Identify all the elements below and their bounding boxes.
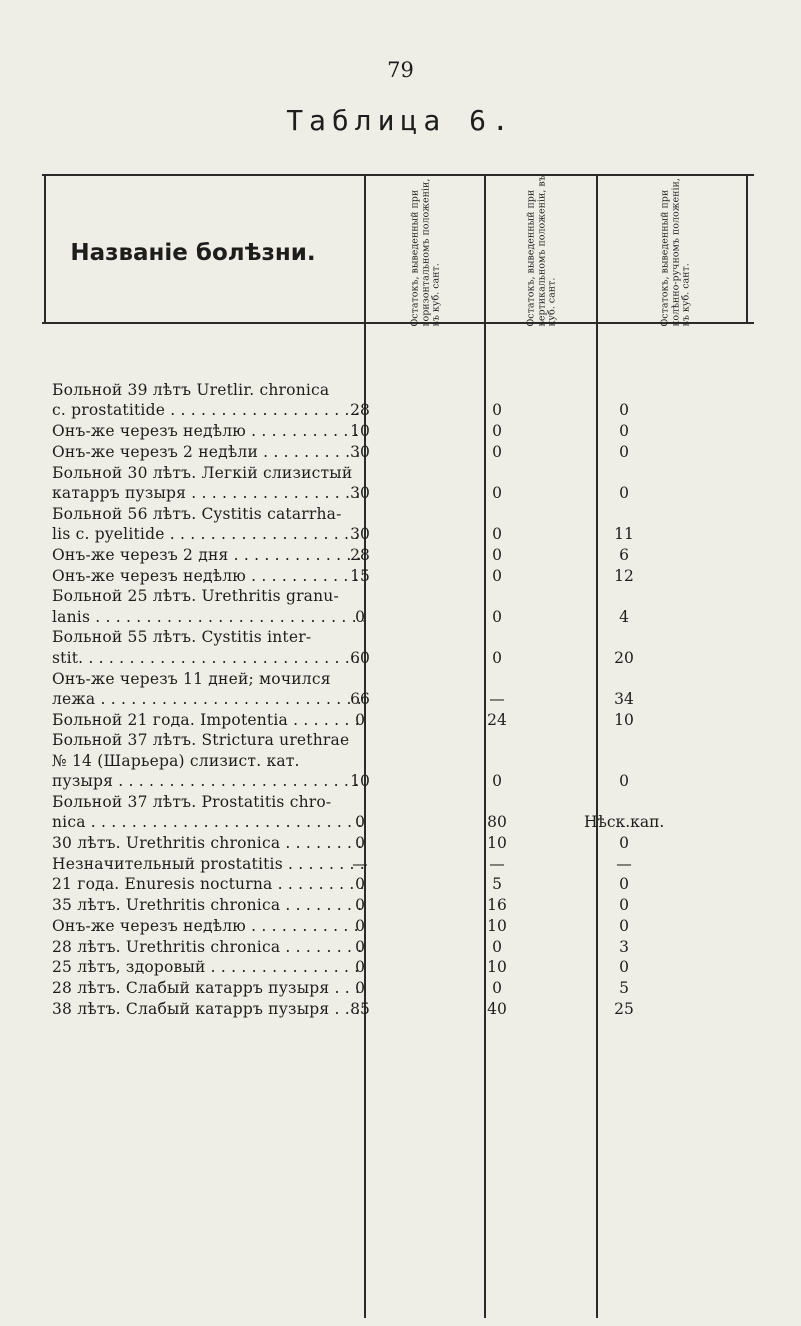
disease-label: 28 лѣтъ. Слабый катарръ пузыря . . . xyxy=(52,979,364,997)
table-header-border xyxy=(42,322,754,324)
column-divider-3 xyxy=(596,174,598,1318)
column-divider-1 xyxy=(364,174,366,1318)
vertical-value: 0 xyxy=(492,979,502,998)
vertical-value: — xyxy=(489,854,505,873)
knee-hand-value: 3 xyxy=(619,937,629,956)
disease-label: Больной 30 лѣтъ. Легкій слизистый xyxy=(52,463,353,482)
vertical-value: 0 xyxy=(492,401,502,420)
disease-label: Больной 55 лѣтъ. Cystitis inter- xyxy=(52,628,312,647)
disease-label: 38 лѣтъ. Слабый катарръ пузыря . . . xyxy=(52,1000,364,1018)
table-title: Таблица 6. xyxy=(286,104,515,137)
knee-hand-value: 0 xyxy=(619,958,629,977)
horizontal-value: 15 xyxy=(350,566,370,585)
knee-hand-value: 11 xyxy=(614,525,634,544)
disease-label: 28 лѣтъ. Urethritis chronica . . . xyxy=(52,938,364,956)
horizontal-value: 0 xyxy=(355,896,365,915)
horizontal-value: 0 xyxy=(355,916,365,935)
horizontal-value: 28 xyxy=(350,401,370,420)
knee-hand-value: 0 xyxy=(619,875,629,894)
horizontal-value: 0 xyxy=(355,710,365,729)
vertical-value: 0 xyxy=(492,545,502,564)
header-knee-hand-residue: Остатокъ, выведенный при колѣнно-ручномъ положеніи, въ куб. сант. xyxy=(659,178,692,327)
column-divider-2 xyxy=(484,174,486,1318)
header-disease-name: Названіе болѣзни. xyxy=(70,240,316,266)
horizontal-value: 0 xyxy=(355,979,365,998)
disease-label: Больной 37 лѣтъ. Strictura urethrae xyxy=(52,731,350,750)
vertical-value: 0 xyxy=(492,648,502,667)
disease-label: Онъ-же черезъ 2 дня . . . xyxy=(52,546,364,564)
knee-hand-value: 12 xyxy=(614,566,634,585)
disease-label: 21 года. Enuresis nocturna . . . xyxy=(52,875,364,893)
vertical-value: 10 xyxy=(487,833,507,852)
knee-hand-value: 0 xyxy=(619,833,629,852)
horizontal-value: 66 xyxy=(350,689,370,708)
horizontal-value: 0 xyxy=(355,937,365,956)
disease-label: Незначительный prostatitis . . . xyxy=(52,855,364,873)
horizontal-value: 30 xyxy=(350,525,370,544)
vertical-value: 0 xyxy=(492,525,502,544)
table-left-border xyxy=(44,174,46,324)
disease-label: nica . . . xyxy=(52,813,364,831)
horizontal-value: 0 xyxy=(355,607,365,626)
vertical-value: 40 xyxy=(487,999,507,1018)
knee-hand-value: 0 xyxy=(619,896,629,915)
horizontal-value: 0 xyxy=(355,833,365,852)
disease-label: 30 лѣтъ. Urethritis chronica . . . xyxy=(52,834,364,852)
vertical-value: 0 xyxy=(492,442,502,461)
knee-hand-value: 4 xyxy=(619,607,629,626)
disease-label: № 14 (Шарьера) слизист. кат. xyxy=(52,751,300,770)
horizontal-value: 60 xyxy=(350,648,370,667)
vertical-value: 10 xyxy=(487,958,507,977)
knee-hand-value: 6 xyxy=(619,545,629,564)
disease-label: lanis . . . xyxy=(52,608,364,626)
vertical-value: 0 xyxy=(492,772,502,791)
disease-label: пузыря . . . xyxy=(52,772,364,790)
knee-hand-value: 25 xyxy=(614,999,634,1018)
knee-hand-value: 0 xyxy=(619,772,629,791)
vertical-value: 0 xyxy=(492,483,502,502)
vertical-value: 0 xyxy=(492,422,502,441)
disease-label: 35 лѣтъ. Urethritis chronica . . . xyxy=(52,896,364,914)
horizontal-value: 30 xyxy=(350,442,370,461)
disease-label: Больной 25 лѣтъ. Urethritis granu- xyxy=(52,587,339,606)
knee-hand-value: 0 xyxy=(619,442,629,461)
vertical-value: 24 xyxy=(487,710,507,729)
horizontal-value: 0 xyxy=(355,875,365,894)
header-horizontal-residue: Остатокъ, выведенный при горизонтальномъ положеніи, въ куб. сант. xyxy=(409,178,442,327)
knee-hand-value: 0 xyxy=(619,916,629,935)
horizontal-value: 30 xyxy=(350,483,370,502)
horizontal-value: 85 xyxy=(350,999,370,1018)
vertical-value: — xyxy=(489,689,505,708)
disease-label: Больной 39 лѣтъ Uretlir. chronica xyxy=(52,381,330,399)
disease-label: Онъ-же черезъ недѣлю . . . xyxy=(52,917,364,935)
knee-hand-value: — xyxy=(616,854,632,873)
disease-label: 25 лѣтъ, здоровый . . . xyxy=(52,958,364,976)
vertical-value: 16 xyxy=(487,896,507,915)
disease-label: Онъ-же черезъ недѣлю . . . xyxy=(52,422,364,440)
horizontal-value: 0 xyxy=(355,958,365,977)
vertical-value: 5 xyxy=(492,875,502,894)
knee-hand-value: 10 xyxy=(614,710,634,729)
horizontal-value: 10 xyxy=(350,772,370,791)
knee-hand-value: 0 xyxy=(619,422,629,441)
disease-label: Больной 56 лѣтъ. Cystitis catarrha- xyxy=(52,504,342,523)
disease-label: c. prostatitide . . . xyxy=(52,401,364,419)
table-right-border xyxy=(746,174,748,324)
knee-hand-value: 34 xyxy=(614,689,634,708)
disease-label: lis c. pyelitide . . . xyxy=(52,525,364,543)
disease-label: Онъ-же черезъ 2 недѣли . . . xyxy=(52,443,364,461)
disease-label: Больной 21 года. Impotentia . . . xyxy=(52,711,364,729)
disease-label: stit. . . . xyxy=(52,649,364,667)
header-vertical-residue: Остатокъ, выведенный при вертикальномъ положеніи, въ куб. сант. xyxy=(525,175,558,327)
disease-label: Онъ-же черезъ недѣлю . . . xyxy=(52,567,364,585)
knee-hand-value: Нѣск.кап. xyxy=(584,813,665,832)
horizontal-value: 0 xyxy=(355,813,365,832)
vertical-value: 0 xyxy=(492,937,502,956)
page-number: 79 xyxy=(387,58,414,82)
vertical-value: 0 xyxy=(492,607,502,626)
table-top-border xyxy=(42,174,754,176)
knee-hand-value: 0 xyxy=(619,483,629,502)
disease-label: лежа . . . xyxy=(52,690,364,708)
knee-hand-value: 0 xyxy=(619,401,629,420)
vertical-value: 0 xyxy=(492,566,502,585)
vertical-value: 10 xyxy=(487,916,507,935)
knee-hand-value: 20 xyxy=(614,648,634,667)
horizontal-value: — xyxy=(352,854,368,873)
horizontal-value: 10 xyxy=(350,422,370,441)
horizontal-value: 28 xyxy=(350,545,370,564)
knee-hand-value: 5 xyxy=(619,979,629,998)
disease-label: Онъ-же черезъ 11 дней; мочился xyxy=(52,669,331,688)
disease-label: Больной 37 лѣтъ. Prostatitis chro- xyxy=(52,792,332,811)
vertical-value: 80 xyxy=(487,813,507,832)
disease-label: катарръ пузыря . . . xyxy=(52,484,364,502)
